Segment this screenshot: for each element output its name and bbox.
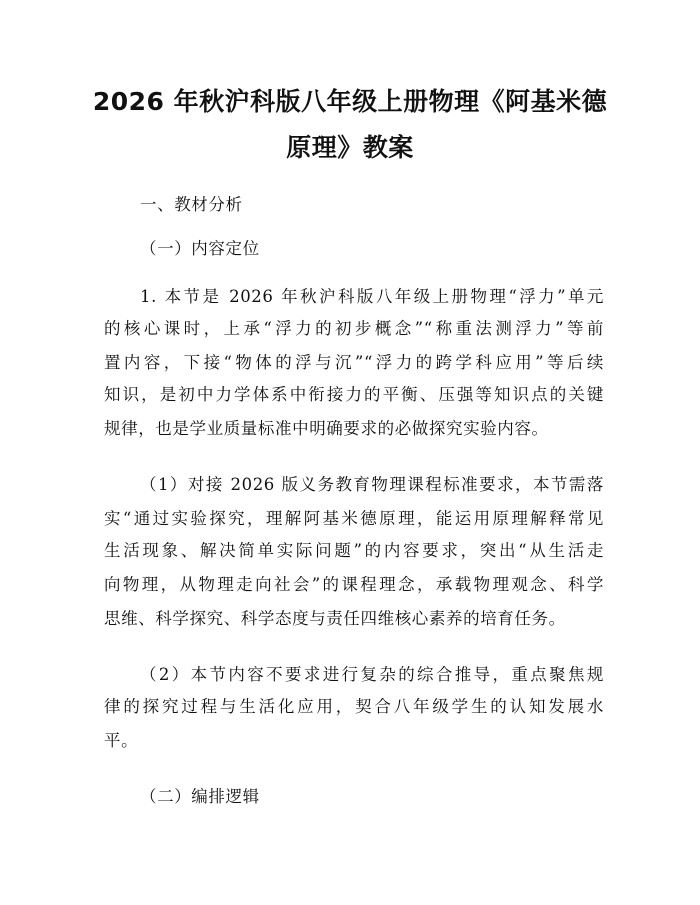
paragraph-3-line-1: （2）本节内容不要求进行复杂的综合推导，重点聚焦规 [140,665,604,684]
paragraph-3-line-3: 平。 [104,731,139,750]
paragraph-2-line-4: 向物理，从物理走向社会”的课程理念，承载物理观念、科学 [104,575,604,594]
paragraph-2-line-5: 思维、科学探究、科学态度与责任四维核心素养的培育任务。 [104,609,566,628]
subsection-heading-arrangement-logic: （二）编排逻辑 [140,787,260,806]
subsection-heading-content-positioning: （一）内容定位 [140,239,260,258]
paragraph-1-line-2: 的核心课时，上承“浮力的初步概念”“称重法测浮力”等前 [104,319,604,338]
paragraph-1-line-4: 知识，是初中力学体系中衔接力的平衡、压强等知识点的关键 [104,385,604,404]
paragraph-2-line-3: 生活现象、解决简单实际问题”的内容要求，突出“从生活走 [104,541,604,560]
document-title-line-1: 2026 年秋沪科版八年级上册物理《阿基米德 [92,87,608,116]
paragraph-3-line-2: 律的探究过程与生活化应用，契合八年级学生的认知发展水 [104,697,604,716]
paragraph-1-line-5: 规律，也是学业质量标准中明确要求的必做探究实验内容。 [104,419,549,438]
paragraph-2-line-1: （1）对接 2026 版义务教育物理课程标准要求，本节需落 [140,475,604,494]
paragraph-1-line-1: 1. 本节是 2026 年秋沪科版八年级上册物理“浮力”单元 [140,287,604,306]
section-heading-teaching-material-analysis: 一、教材分析 [140,195,243,214]
paragraph-2-line-2: 实“通过实验探究，理解阿基米德原理，能运用原理解释常见 [104,509,604,528]
paragraph-1-line-3: 置内容，下接“物体的浮与沉”“浮力的跨学科应用”等后续 [104,353,604,372]
document-title-line-2: 原理》教案 [286,133,414,162]
